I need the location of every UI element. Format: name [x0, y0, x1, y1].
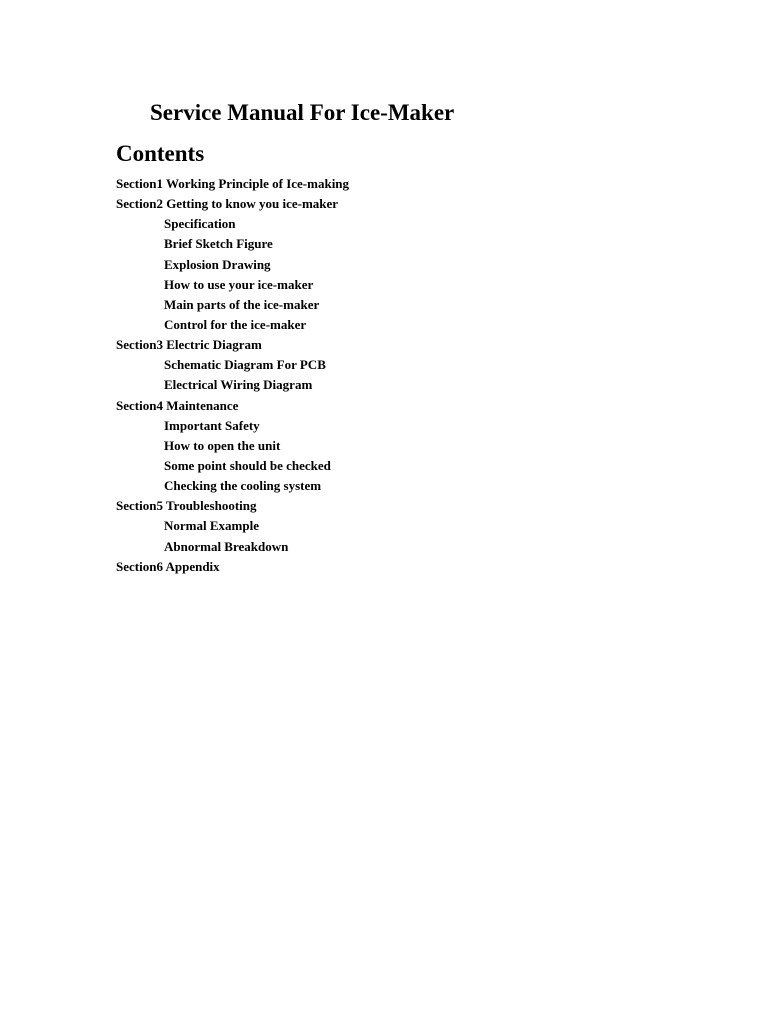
toc-subsection-entry: Explosion Drawing [164, 256, 271, 272]
toc-subsection-entry: Abnormal Breakdown [164, 538, 289, 554]
toc-section-entry: Section2 Getting to know you ice-maker [116, 196, 339, 212]
contents-heading: Contents [116, 141, 205, 166]
toc-subsection-entry: Main parts of the ice-maker [164, 296, 320, 312]
toc-subsection-entry: How to use your ice-maker [164, 276, 314, 292]
toc-subsection-entry: Checking the cooling system [164, 478, 322, 494]
toc-subsection-entry: Normal Example [164, 518, 259, 534]
toc-subsection-entry: Specification [164, 216, 236, 232]
toc-subsection-entry: How to open the unit [164, 437, 281, 453]
toc-subsection-entry: Important Safety [164, 417, 260, 433]
table-of-contents [116, 174, 349, 577]
toc-section-entry: Section6 Appendix [116, 558, 220, 574]
toc-subsection-entry: Control for the ice-maker [164, 316, 307, 332]
toc-subsection-entry: Some point should be checked [164, 457, 331, 473]
toc-subsection-entry: Schematic Diagram For PCB [164, 357, 326, 373]
toc-section-entry: Section5 Troubleshooting [116, 498, 257, 514]
toc-section-entry: Section4 Maintenance [116, 397, 239, 413]
document-title: Service Manual For Ice-Maker [150, 100, 455, 125]
toc-section-entry: Section1 Working Principle of Ice-making [116, 176, 350, 191]
toc-section-entry: Section3 Electric Diagram [116, 337, 262, 353]
toc-subsection-entry: Brief Sketch Figure [164, 236, 273, 252]
toc-subsection-entry: Electrical Wiring Diagram [164, 377, 313, 393]
